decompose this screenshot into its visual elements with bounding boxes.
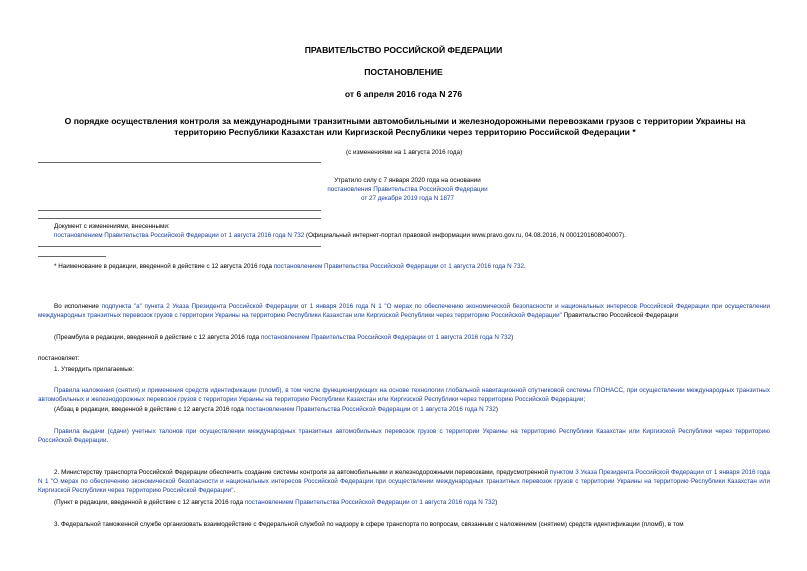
note-text: (Преамбула в редакции, введенной в действие с 12 августа 2016 года xyxy=(54,334,261,341)
item-2 xyxy=(38,468,770,495)
document-date: от 6 апреля 2016 года N 276 xyxy=(344,89,463,99)
expired-line: Утратило силу с 7 января 2020 года на основании xyxy=(334,177,481,184)
separator-rule xyxy=(38,246,321,247)
rules-1-note-link[interactable]: постановлением Правительства Российской Федерации от 1 августа 2016 года N 732 xyxy=(245,406,496,413)
item-3: 3. Федеральной таможенной службе организовать взаимодействие с Федеральной службой по надзору в сфере транспорта по вопросам, связанным с наложением (снятием) средств идентификации (пломб), в том xyxy=(54,521,684,528)
rules-1-link[interactable]: Правила наложения (снятия) и применения средств идентификации (пломб), в том числе функционирующих на основе технологии глобальной навигационной спутниковой системы ГЛОНАСС, при осуществлении международных транзитных автомобильных и железнодорожных перевозок грузов с территории Украины на территорию Республики Казахстан или Киргизской Республики через территорию Российской Федерации xyxy=(38,387,770,403)
rules-1-end: ; xyxy=(583,396,586,403)
title-line-2: территорию Республики Казахстан или Киргизской Республики через территорию Российской Федерации * xyxy=(174,127,636,137)
amended-link[interactable]: постановлением Правительства Российской Федерации от 1 августа 2016 года N 732 xyxy=(54,232,305,239)
government-heading: ПРАВИТЕЛЬСТВО РОССИЙСКОЙ ФЕДЕРАЦИИ xyxy=(304,45,503,55)
footnote-end: . xyxy=(523,263,526,270)
preamble-text: Во исполнение xyxy=(54,303,102,310)
rules-2-end: . xyxy=(106,437,109,444)
footnote-rule xyxy=(38,256,106,257)
amended-source: (Официальный интернет-портал правовой информации www.pravo.gov.ru, 04.08.2016, N 0001201608040007). xyxy=(304,232,627,239)
changes-note: (с изменениями на 1 августа 2016 года) xyxy=(346,149,463,156)
rules-1 xyxy=(38,386,770,404)
preamble-link[interactable]: подпункта "а" пункта 2 Указа Президента Российской Федерации от 1 января 2016 года N 1 "О мерах по обеспечению экономической безопасности и национальных интересов Российской Федерации при осуществлении международных транзитных перевозок грузов с территории Украины на территорию Республики Казахстан или Киргизской Республики через территорию Российской Федерации" xyxy=(38,303,770,319)
preamble-note-link[interactable]: постановлением Правительства Российской Федерации от 1 августа 2016 года N 732 xyxy=(260,334,512,341)
item-2-link[interactable]: пунктом 3 Указа Президента Российской Федерации от 1 января 2016 года N 1 "О мерах по обеспечению экономической безопасности и национальных интересов Российской Федерации при осуществлении международных транзитных перевозок грузов с территории Украины на территорию Республики Казахстан или Киргизской Республики через территорию Российской Федерации" xyxy=(38,469,770,494)
note-end: ) xyxy=(495,499,498,506)
expired-link-1[interactable]: постановления Правительства Российской Федерации xyxy=(327,186,488,193)
separator-rule xyxy=(38,162,321,163)
item-2-note-link[interactable]: постановлением Правительства Российской Федерации от 1 августа 2016 года N 732 xyxy=(244,499,496,506)
item-2-note xyxy=(54,498,497,507)
separator-rule xyxy=(38,210,321,211)
rules-2-link[interactable]: Правила выдачи (сдачи) учетных талонов при осуществлении международных транзитных автомобильных перевозок грузов с территории Украины на территорию Республики Казахстан или Киргизской Республики через территорию Российской Федерации xyxy=(38,428,770,444)
footnote-link[interactable]: постановлением Правительства Российской Федерации от 1 августа 2016 года N 732 xyxy=(273,263,524,270)
item-1: 1. Утвердить прилагаемые: xyxy=(54,366,134,373)
preamble xyxy=(38,302,770,320)
footnote xyxy=(54,262,526,271)
note-end: ) xyxy=(511,334,514,341)
note-end: ) xyxy=(495,406,498,413)
preamble-tail: Правительство Российской Федерации xyxy=(561,312,679,319)
rules-2 xyxy=(38,427,770,445)
note-text: (Пункт в редакции, введенной в действие с 12 августа 2016 года xyxy=(54,499,245,506)
amended-label: Документ с изменениями, внесенными: xyxy=(54,223,170,230)
document-kind: ПОСТАНОВЛЕНИЕ xyxy=(364,67,443,77)
title-line-1: О порядке осуществления контроля за международными транзитными автомобильными и железнодорожными перевозками грузов с территории Украины на xyxy=(64,116,746,126)
amended-line xyxy=(54,231,626,240)
expired-link-2[interactable]: от 27 декабря 2019 года N 1877 xyxy=(360,195,455,202)
preamble-note xyxy=(54,333,513,342)
document-title xyxy=(50,116,760,138)
footnote-text: * Наименование в редакции, введенной в действие с 12 августа 2016 года xyxy=(54,263,274,270)
rules-1-note xyxy=(54,405,498,414)
decides: постановляет: xyxy=(38,355,80,362)
note-text: (Абзац в редакции, введенной в действие с 12 августа 2016 года xyxy=(54,406,246,413)
separator-rule xyxy=(38,218,321,219)
item-2-text: 2. Министерству транспорта Российской Федерации обеспечить создание системы контроля за автомобильными и железнодорожными перевозками, предусмотренной xyxy=(54,469,550,476)
item-2-end: . xyxy=(233,487,236,494)
